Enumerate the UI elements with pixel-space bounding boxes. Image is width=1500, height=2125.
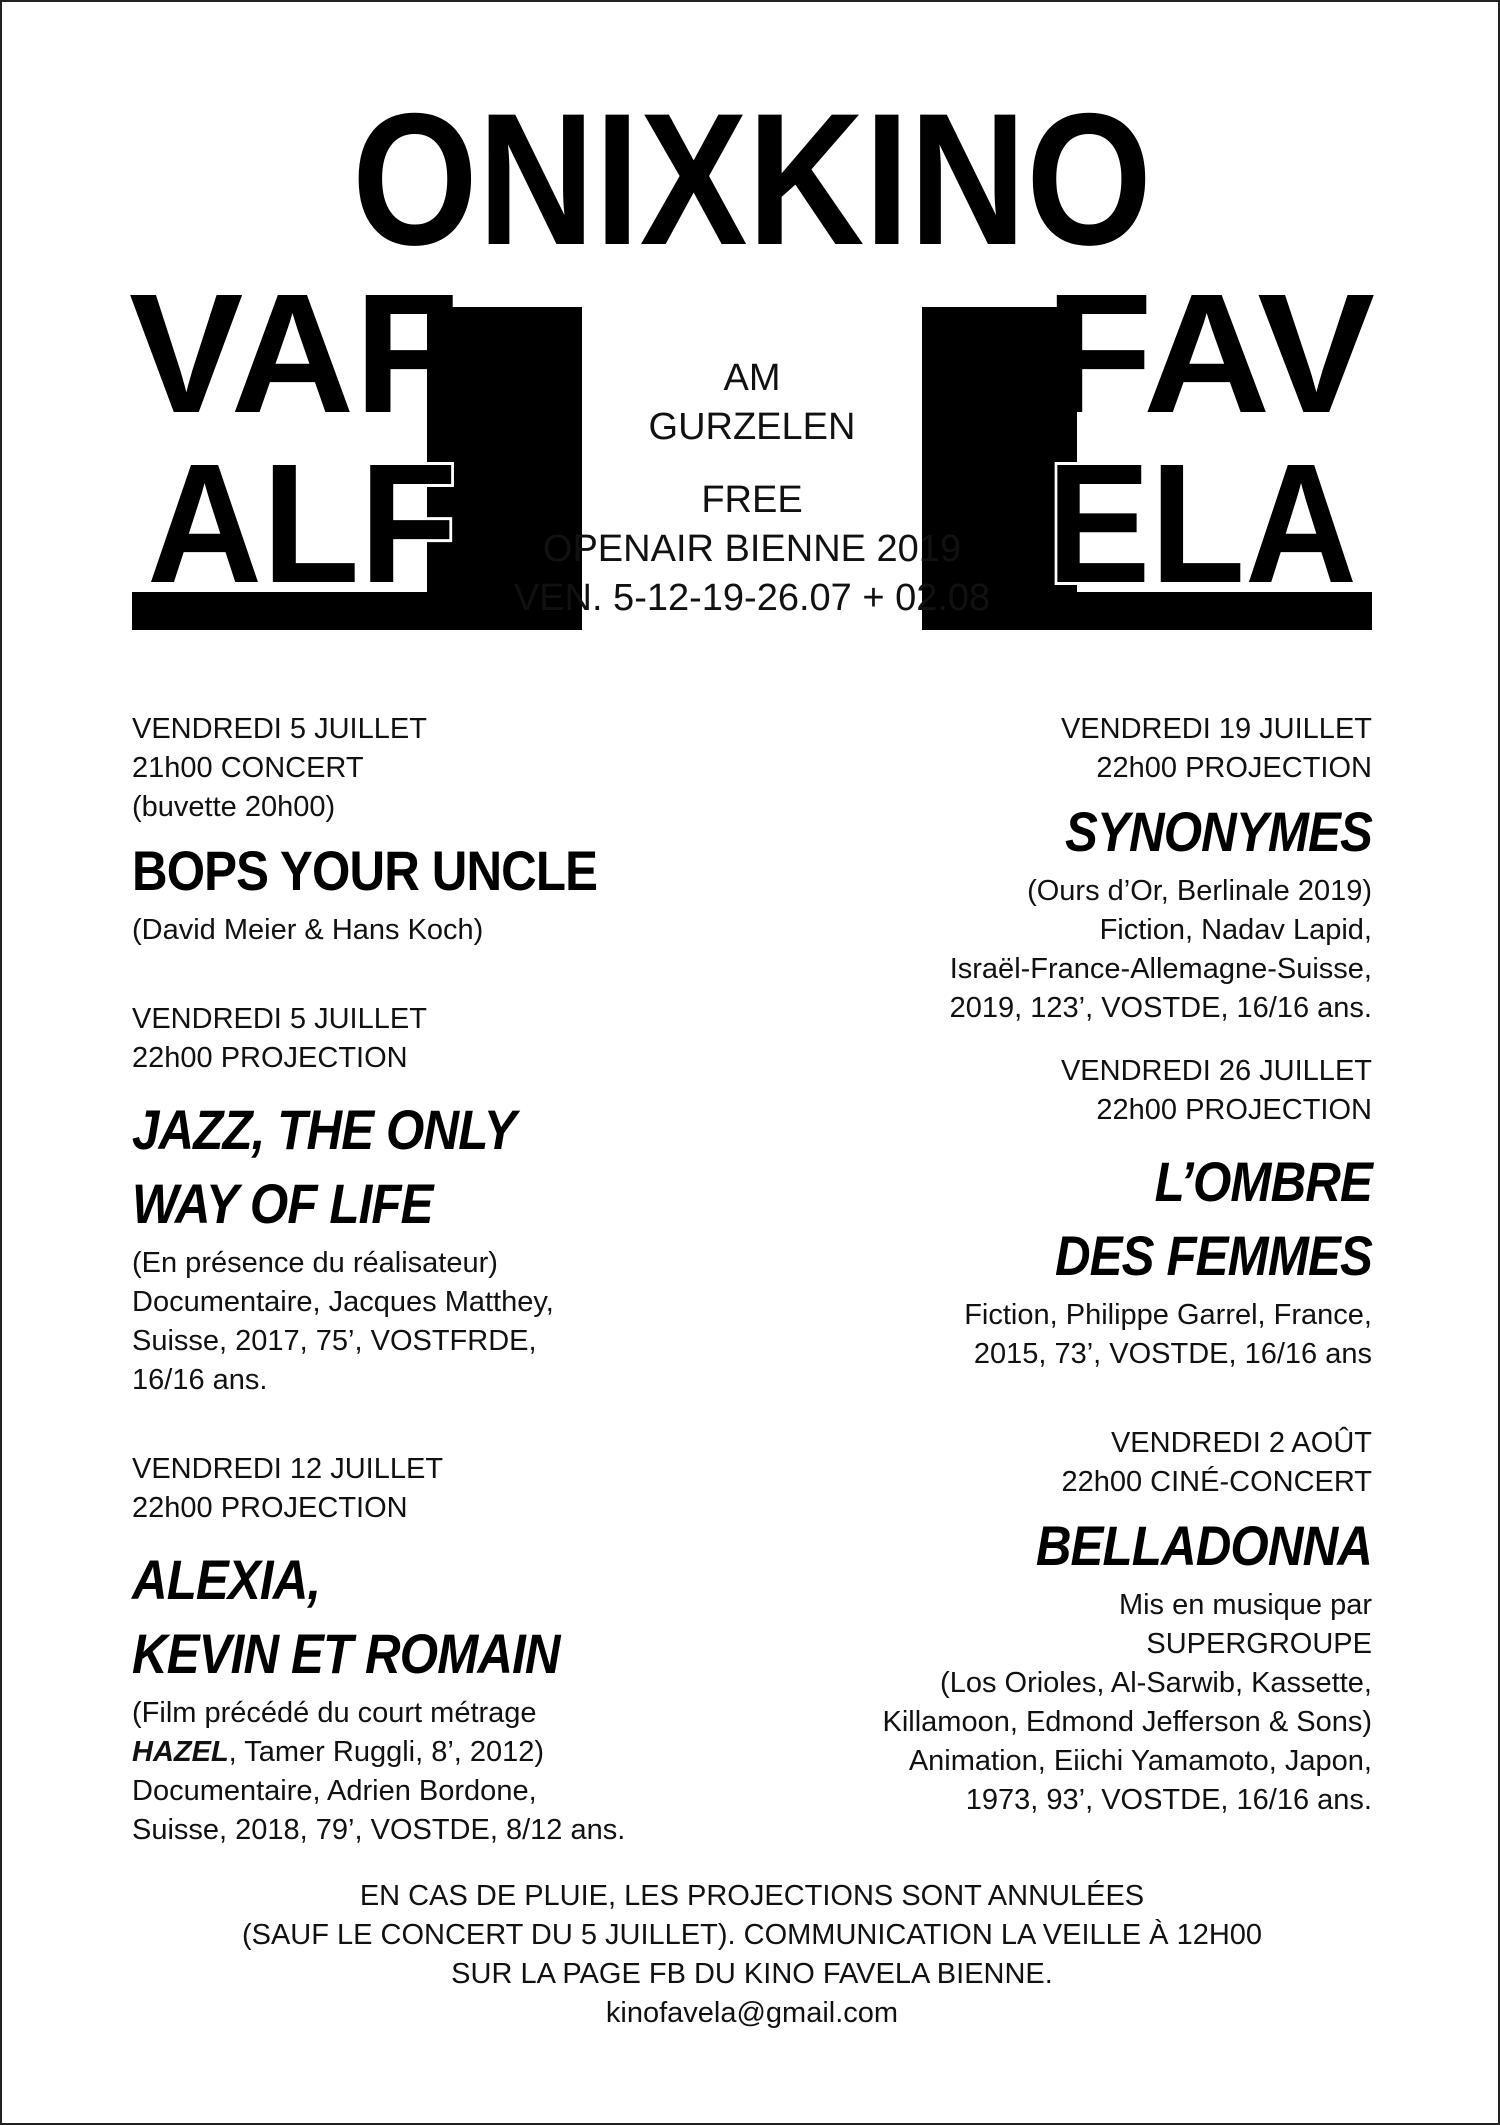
festival-name: OPENAIR BIENNE 2019 [542, 528, 962, 570]
event-detail: 1973, 93’, VOSTDE, 16/16 ans. [965, 1784, 1372, 1816]
event-date: VENDREDI 26 JUILLET [1060, 1055, 1372, 1087]
festival-dates: VEN. 5-12-19-26.07 + 02.08 [513, 577, 991, 619]
logo-row2-left: VAF [129, 259, 459, 449]
event-note: (buvette 20h00) [132, 791, 336, 823]
event-date: VENDREDI 12 JUILLET [132, 1453, 444, 1485]
event-synonymes [672, 710, 1372, 1028]
event-title-line2: DES FEMMES [1054, 1224, 1372, 1287]
event-time: 22h00 CINÉ-CONCERT [1061, 1466, 1372, 1498]
logo-row2-right: FAV [1045, 259, 1375, 449]
festival-info [422, 354, 1082, 623]
event-detail: 16/16 ans. [132, 1364, 268, 1396]
event-detail: Mis en musique par [1118, 1589, 1372, 1621]
footer-line2: (SAUF LE CONCERT DU 5 JUILLET). COMMUNICATION LA VEILLE À 12H00 [241, 1919, 1263, 1951]
venue-line2: GURZELEN [648, 406, 856, 448]
event-detail: Fiction, Philippe Garrel, France, [964, 1299, 1372, 1331]
event-detail: (David Meier & Hans Koch) [132, 914, 484, 946]
event-title: BOPS YOUR UNCLE [132, 839, 598, 902]
venue-line1: AM [723, 357, 781, 399]
logo-row3-left: ALF [147, 429, 457, 619]
event-time: 22h00 PROJECTION [1096, 1094, 1372, 1126]
kino-favela-logo [2, 2, 1500, 642]
logo-row1: ONIXKINO [352, 74, 1152, 284]
event-detail: Israël-France-Allemagne-Suisse, [949, 953, 1372, 985]
event-belladonna [672, 1424, 1372, 1820]
event-title-line1: JAZZ, THE ONLY [132, 1098, 516, 1161]
event-date: VENDREDI 5 JUILLET [132, 713, 427, 745]
short-film-info: , Tamer Ruggli, 8’, 2012) [228, 1736, 545, 1768]
event-date: VENDREDI 5 JUILLET [132, 1003, 427, 1035]
event-title: SYNONYMES [1065, 800, 1372, 863]
event-time: 22h00 PROJECTION [1096, 752, 1372, 784]
program-right-column [672, 710, 1372, 1820]
footer-line3: SUR LA PAGE FB DU KINO FAVELA BIENNE. [451, 1958, 1053, 1990]
event-detail: Documentaire, Jacques Matthey, [132, 1286, 554, 1318]
event-detail: Suisse, 2018, 79’, VOSTDE, 8/12 ans. [132, 1814, 626, 1846]
event-detail: (Ours d’Or, Berlinale 2019) [1027, 875, 1372, 907]
event-l-ombre-des-femmes [672, 1052, 1372, 1374]
event-detail: (Los Orioles, Al-Sarwib, Kassette, [940, 1667, 1372, 1699]
event-detail: (Film précédé du court métrage [132, 1697, 537, 1729]
event-detail: Suisse, 2017, 75’, VOSTFRDE, [132, 1325, 537, 1357]
event-detail: Documentaire, Adrien Bordone, [132, 1775, 537, 1807]
event-detail: (En présence du réalisateur) [132, 1247, 498, 1279]
event-title-line2: WAY OF LIFE [132, 1172, 433, 1235]
event-title-line1: ALEXIA, [132, 1548, 321, 1611]
event-title: BELLADONNA [1035, 1514, 1372, 1577]
event-title-line1: L’OMBRE [1154, 1150, 1372, 1213]
event-time: 22h00 PROJECTION [132, 1042, 408, 1074]
event-detail: Fiction, Nadav Lapid, [1099, 914, 1372, 946]
event-time: 22h00 PROJECTION [132, 1492, 408, 1524]
footer-line1: EN CAS DE PLUIE, LES PROJECTIONS SONT ANNULÉES [359, 1880, 1145, 1912]
event-time: 21h00 CONCERT [132, 752, 364, 784]
event-detail: SUPERGROUPE [1146, 1628, 1372, 1660]
free-label: FREE [701, 479, 803, 521]
event-title-line2: KEVIN ET ROMAIN [132, 1622, 560, 1685]
event-detail: 2019, 123’, VOSTDE, 16/16 ans. [949, 992, 1372, 1024]
short-film-title: HAZEL [132, 1736, 229, 1768]
event-date: VENDREDI 2 AOÛT [1110, 1427, 1372, 1459]
rain-notice-footer [2, 1877, 1500, 2033]
event-date: VENDREDI 19 JUILLET [1060, 713, 1372, 745]
contact-email: kinofavela@gmail.com [605, 1997, 899, 2029]
event-detail: Animation, Eiichi Yamamoto, Japon, [908, 1745, 1372, 1777]
event-detail: 2015, 73’, VOSTDE, 16/16 ans [973, 1338, 1372, 1370]
logo-row3-right: ELA [1047, 429, 1357, 619]
event-detail: Killamoon, Edmond Jefferson & Sons) [882, 1706, 1372, 1738]
